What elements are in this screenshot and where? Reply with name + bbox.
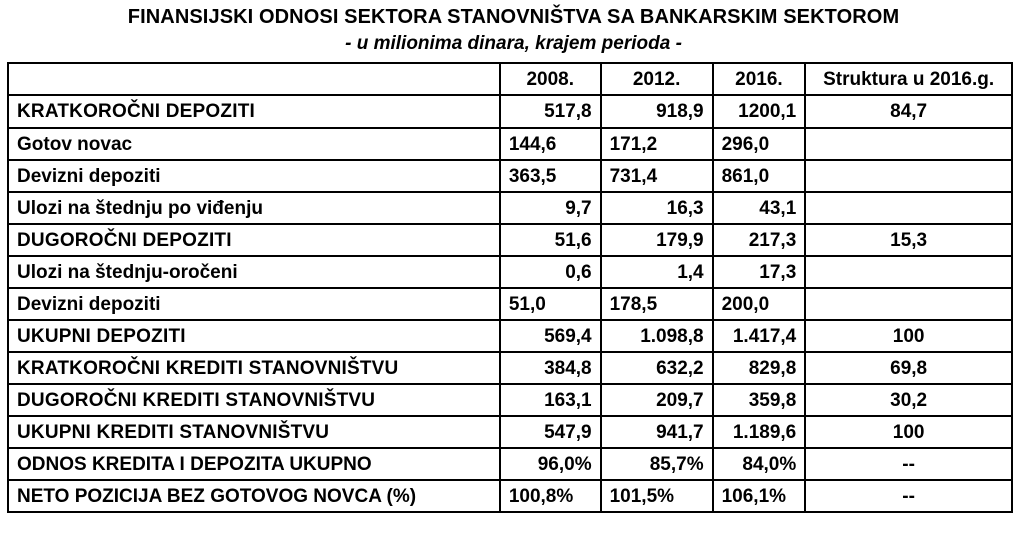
- table-row: [8, 128, 1012, 160]
- cell-v2016: 106,1%: [713, 480, 806, 512]
- table-row: [8, 288, 1012, 320]
- cell-v2008: 363,5: [500, 160, 601, 192]
- cell-v2008: 9,7: [500, 192, 601, 224]
- cell-v2008: 569,4: [500, 320, 601, 352]
- cell-struktura: 100: [805, 320, 1012, 352]
- header-cell-2008: 2008.: [500, 63, 601, 95]
- table-row: [8, 448, 1012, 480]
- row-label: Ulozi na štednju po viđenju: [8, 192, 500, 224]
- cell-v2008: 51,6: [500, 224, 601, 256]
- row-label: Devizni depoziti: [8, 160, 500, 192]
- cell-v2012: 16,3: [601, 192, 713, 224]
- cell-struktura: --: [805, 480, 1012, 512]
- cell-struktura: 100: [805, 416, 1012, 448]
- cell-v2016: 84,0%: [713, 448, 806, 480]
- cell-v2016: 296,0: [713, 128, 806, 160]
- table-row: [8, 320, 1012, 352]
- cell-v2012: 1.098,8: [601, 320, 713, 352]
- table-row: [8, 384, 1012, 416]
- cell-struktura: 69,8: [805, 352, 1012, 384]
- cell-v2016: 359,8: [713, 384, 806, 416]
- cell-struktura: [805, 128, 1012, 160]
- cell-v2008: 384,8: [500, 352, 601, 384]
- table-subtitle: - u milionima dinara, krajem perioda -: [345, 33, 682, 54]
- cell-v2008: 96,0%: [500, 448, 601, 480]
- row-label: Devizni depoziti: [8, 288, 500, 320]
- cell-v2012: 178,5: [601, 288, 713, 320]
- row-label: DUGOROČNI KREDITI STANOVNIŠTVU: [8, 384, 500, 416]
- row-label: UKUPNI KREDITI STANOVNIŠTVU: [8, 416, 500, 448]
- cell-v2008: 0,6: [500, 256, 601, 288]
- cell-v2008: 100,8%: [500, 480, 601, 512]
- cell-v2016: 17,3: [713, 256, 806, 288]
- header-cell-2016: 2016.: [713, 63, 806, 95]
- cell-v2016: 829,8: [713, 352, 806, 384]
- cell-v2012: 179,9: [601, 224, 713, 256]
- cell-v2012: 731,4: [601, 160, 713, 192]
- data-table: [7, 62, 1013, 513]
- table-row: [8, 95, 1012, 128]
- cell-v2016: 861,0: [713, 160, 806, 192]
- cell-v2012: 171,2: [601, 128, 713, 160]
- cell-v2012: 85,7%: [601, 448, 713, 480]
- table-row: [8, 224, 1012, 256]
- table-title: FINANSIJSKI ODNOSI SEKTORA STANOVNIŠTVA SA BANKARSKIM SEKTOROM: [127, 6, 900, 28]
- row-label: Gotov novac: [8, 128, 500, 160]
- cell-struktura: 30,2: [805, 384, 1012, 416]
- cell-struktura: [805, 256, 1012, 288]
- row-label: DUGOROČNI DEPOZITI: [8, 224, 500, 256]
- cell-v2012: 101,5%: [601, 480, 713, 512]
- cell-v2012: 209,7: [601, 384, 713, 416]
- cell-struktura: [805, 160, 1012, 192]
- row-label: UKUPNI DEPOZITI: [8, 320, 500, 352]
- cell-struktura: [805, 192, 1012, 224]
- table-row: [8, 480, 1012, 512]
- table-row: [8, 352, 1012, 384]
- row-label: Ulozi na štednju-oročeni: [8, 256, 500, 288]
- header-row: [8, 63, 1012, 95]
- cell-v2012: 1,4: [601, 256, 713, 288]
- cell-v2016: 200,0: [713, 288, 806, 320]
- cell-v2016: 1.417,4: [713, 320, 806, 352]
- header-cell-struktura: Struktura u 2016.g.: [805, 63, 1012, 95]
- cell-v2016: 43,1: [713, 192, 806, 224]
- table-row: [8, 416, 1012, 448]
- header-cell-2012: 2012.: [601, 63, 713, 95]
- row-label: ODNOS KREDITA I DEPOZITA UKUPNO: [8, 448, 500, 480]
- cell-struktura: [805, 288, 1012, 320]
- table-row: [8, 160, 1012, 192]
- cell-v2008: 144,6: [500, 128, 601, 160]
- row-label: KRATKOROČNI KREDITI STANOVNIŠTVU: [8, 352, 500, 384]
- cell-v2016: 217,3: [713, 224, 806, 256]
- cell-struktura: --: [805, 448, 1012, 480]
- row-label: KRATKOROČNI DEPOZITI: [8, 95, 500, 128]
- cell-v2016: 1200,1: [713, 95, 806, 128]
- header-cell-label: [8, 63, 500, 95]
- row-label: NETO POZICIJA BEZ GOTOVOG NOVCA (%): [8, 480, 500, 512]
- cell-v2012: 918,9: [601, 95, 713, 128]
- table-row: [8, 192, 1012, 224]
- table-row: [8, 256, 1012, 288]
- cell-v2016: 1.189,6: [713, 416, 806, 448]
- cell-v2008: 517,8: [500, 95, 601, 128]
- cell-v2008: 163,1: [500, 384, 601, 416]
- cell-v2012: 941,7: [601, 416, 713, 448]
- cell-struktura: 84,7: [805, 95, 1012, 128]
- cell-v2008: 51,0: [500, 288, 601, 320]
- cell-v2008: 547,9: [500, 416, 601, 448]
- cell-struktura: 15,3: [805, 224, 1012, 256]
- cell-v2012: 632,2: [601, 352, 713, 384]
